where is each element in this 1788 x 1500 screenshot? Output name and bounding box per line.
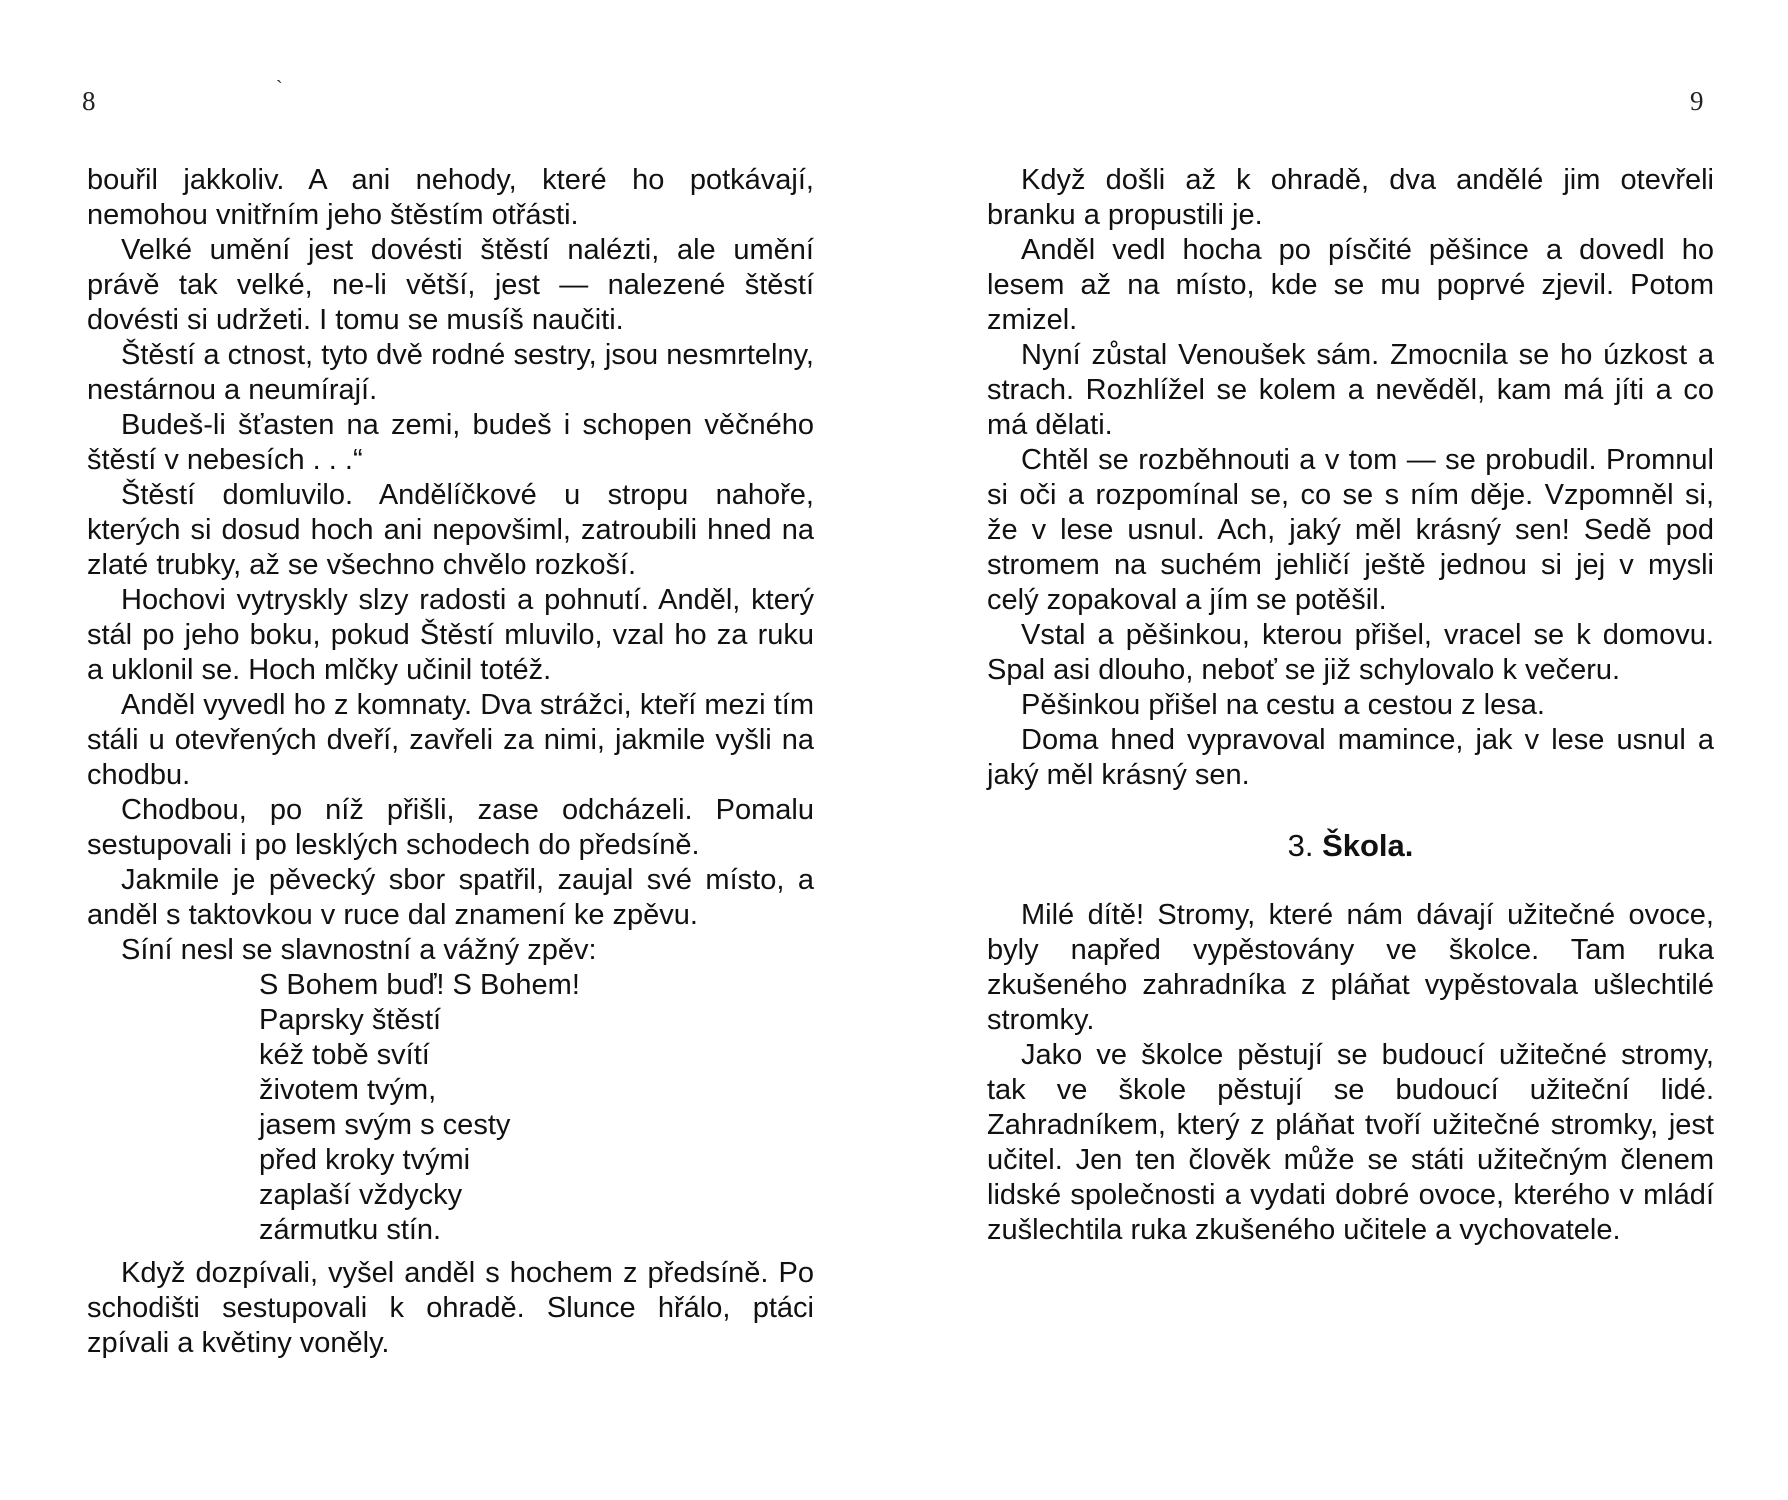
left-page-text bbox=[87, 163, 814, 1361]
page-number: 9 bbox=[1690, 86, 1704, 116]
paragraph: Když došli až k ohradě, dva andělé jim otevřeli branku a propustili je. bbox=[987, 164, 1714, 231]
poem-line: jasem svým s cesty bbox=[259, 1109, 511, 1141]
page-number: 8 bbox=[82, 86, 96, 116]
paragraph: Velké umění jest dovésti štěstí nalézti, ale umění právě tak velké, ne-li větší, jest — nalezené štěstí dovésti si udržeti. I tomu se musíš naučiti. bbox=[87, 234, 814, 336]
paragraph: Milé dítě! Stromy, které nám dávají užitečné ovoce, byly napřed vypěstovány ve školce. Tam ruka zkušeného zahradníka z pláňat vypěstovala ušlechtilé stromky. bbox=[987, 899, 1714, 1036]
section-heading bbox=[987, 828, 1714, 863]
paragraph: Jakmile je pěvecký sbor spatřil, zaujal své místo, a anděl s taktovkou v ruce dal znamení ke zpěvu. bbox=[87, 864, 814, 931]
poem-line: zármutku stín. bbox=[259, 1214, 442, 1246]
poem-line: zaplaší vždycky bbox=[259, 1179, 463, 1211]
section-title: Škola. bbox=[1322, 828, 1414, 863]
poem-line: S Bohem buď! S Bohem! bbox=[259, 969, 580, 1001]
paragraph: Hochovi vytryskly slzy radosti a pohnutí. Anděl, který stál po jeho boku, pokud Štěstí mluvilo, vzal ho za ruku a uklonil se. Hoch mlčky učinil totéž. bbox=[87, 584, 814, 686]
paragraph: Nyní zůstal Venoušek sám. Zmocnila se ho úzkost a strach. Rozhlížel se kolem a nevěděl, kam má jíti a co má dělati. bbox=[987, 339, 1714, 441]
paragraph: Pěšinkou přišel na cestu a cestou z lesa. bbox=[1021, 689, 1545, 721]
paragraph: Chodbou, po níž přišli, zase odcházeli. Pomalu sestupovali i po lesklých schodech do předsíně. bbox=[87, 794, 814, 861]
paragraph: Doma hned vypravoval mamince, jak v lese usnul a jaký měl krásný sen. bbox=[987, 724, 1714, 791]
poem-line: Paprsky štěstí bbox=[259, 1004, 442, 1036]
right-page-text bbox=[987, 163, 1714, 1248]
paragraph: Anděl vedl hocha po písčité pěšince a dovedl ho lesem až na místo, kde se mu poprvé zjevil. Potom zmizel. bbox=[987, 234, 1714, 336]
paragraph: Štěstí domluvilo. Andělíčkové u stropu nahoře, kterých si dosud hoch ani nepovšiml, zatroubili hned na zlaté trubky, až se všechno chvělo rozkoší. bbox=[87, 479, 814, 581]
paragraph: Vstal a pěšinkou, kterou přišel, vracel se k domovu. Spal asi dlouho, neboť se již schylovalo k večeru. bbox=[987, 619, 1714, 686]
paragraph: Anděl vyvedl ho z komnaty. Dva strážci, kteří mezi tím stáli u otevřených dveří, zavřeli za nimi, jakmile vyšli na chodbu. bbox=[87, 689, 814, 791]
poem-line: před kroky tvými bbox=[259, 1144, 471, 1176]
poem-line: kéž tobě svítí bbox=[259, 1039, 430, 1071]
paragraph: Chtěl se rozběhnouti a v tom — se probudil. Promnul si oči a rozpomínal se, co se s ním děje. Vzpomněl si, že v lese usnul. Ach, jaký měl krásný sen! Sedě pod stromem na suchém jehličí ještě jednou si jej v mysli celý zopakoval a jím se potěšil. bbox=[987, 444, 1714, 616]
paragraph: Jako ve školce pěstují se budoucí užitečné stromy, tak ve škole pěstují se budoucí užiteční lidé. Zahradníkem, který z pláňat tvoří užitečné stromky, jest učitel. Jen ten člověk může se státi užitečným členem lidské společnosti a vydati dobré ovoce, kterého v mládí zušlechtila ruka zkušeného učitele a vychovatele. bbox=[987, 1039, 1714, 1246]
right-page bbox=[894, 0, 1788, 1500]
paragraph: Štěstí a ctnost, tyto dvě rodné sestry, jsou nesmrtelny, nestárnou a neumírají. bbox=[87, 339, 814, 406]
poem-line: životem tvým, bbox=[259, 1074, 437, 1106]
poem bbox=[259, 968, 814, 1248]
poem-intro: Síní nesl se slavnostní a vážný zpěv: bbox=[121, 934, 597, 966]
section-number: 3. bbox=[1287, 828, 1314, 863]
stray-mark: ` bbox=[276, 78, 283, 100]
paragraph: Budeš-li šťasten na zemi, budeš i schopen věčného štěstí v nebesích . . .“ bbox=[87, 409, 814, 476]
paragraph: bouřil jakkoliv. A ani nehody, které ho potkávají, nemohou vnitřním jeho štěstím otřásti. bbox=[87, 164, 814, 231]
paragraph: Když dozpívali, vyšel anděl s hochem z předsíně. Po schodišti sestupovali k ohradě. Slunce hřálo, ptáci zpívali a květiny voněly. bbox=[87, 1257, 814, 1359]
